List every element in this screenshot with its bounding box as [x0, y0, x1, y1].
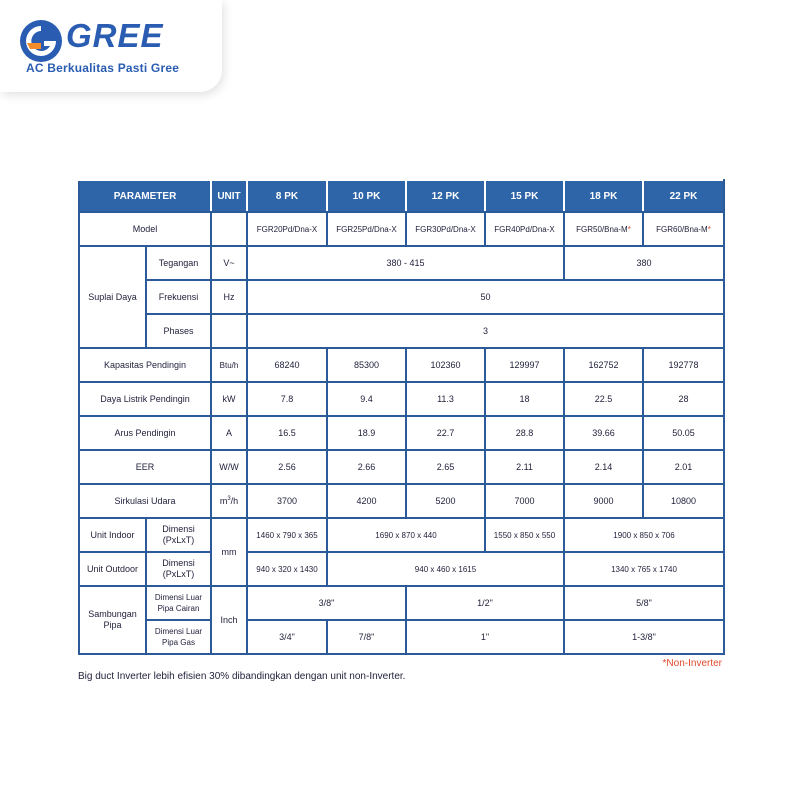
- row-label: Arus Pendingin: [79, 416, 211, 450]
- value-cell: 940 x 460 x 1615: [327, 552, 564, 586]
- value-cell: 129997: [485, 348, 564, 382]
- table-row-indoor-dimensions: [79, 518, 724, 552]
- value-cell: 3: [247, 314, 724, 348]
- header-capacity: 12 PK: [406, 180, 485, 212]
- value-cell: 10800: [643, 484, 724, 518]
- brand-tagline: AC Berkualitas Pasti Gree: [26, 61, 180, 75]
- row-label: Tegangan: [146, 246, 211, 280]
- non-inverter-mark: *: [707, 224, 711, 234]
- table-row-model: [79, 212, 724, 246]
- value-cell: 28.8: [485, 416, 564, 450]
- model-cell: FGR30Pd/Dna-X: [406, 212, 485, 246]
- value-cell: 68240: [247, 348, 327, 382]
- model-cell: FGR50/Bna-M*: [564, 212, 643, 246]
- value-cell: 1340 x 765 x 1740: [564, 552, 724, 586]
- value-cell: 22.7: [406, 416, 485, 450]
- unit-cell: A: [211, 416, 247, 450]
- model-cell: FGR60/Bna-M*: [643, 212, 724, 246]
- model-cell: FGR20Pd/Dna-X: [247, 212, 327, 246]
- value-cell: 9000: [564, 484, 643, 518]
- model-cell: FGR25Pd/Dna-X: [327, 212, 406, 246]
- value-cell: 39.66: [564, 416, 643, 450]
- value-cell: 1550 x 850 x 550: [485, 518, 564, 552]
- unit-cell: $m^3/h$: [211, 484, 247, 518]
- sub-label: Dimensi Luar Pipa Cairan: [146, 586, 211, 620]
- value-cell: 7/8": [327, 620, 406, 654]
- value-cell: 380 - 415: [247, 246, 564, 280]
- value-cell: 85300: [327, 348, 406, 382]
- header-parameter: PARAMETER: [79, 180, 211, 212]
- header-capacity: 10 PK: [327, 180, 406, 212]
- value-cell: 5200: [406, 484, 485, 518]
- row-label: EER: [79, 450, 211, 484]
- table-row-liquid-pipe: [79, 586, 724, 620]
- non-inverter-note: *Non-Inverter: [662, 658, 722, 669]
- table-row-gas-pipe: [79, 620, 724, 654]
- brand-logo-card: [0, 0, 222, 92]
- table-row-outdoor-dimensions: [79, 552, 724, 586]
- unit-cell: V~: [211, 246, 247, 280]
- value-cell: 1690 x 870 x 440: [327, 518, 485, 552]
- value-cell: 3/4": [247, 620, 327, 654]
- sub-label: Dimensi Luar Pipa Gas: [146, 620, 211, 654]
- value-cell: 1900 x 850 x 706: [564, 518, 724, 552]
- unit-cell: [211, 212, 247, 246]
- row-label: Unit Outdoor: [79, 552, 146, 586]
- value-cell: 16.5: [247, 416, 327, 450]
- value-cell: 2.56: [247, 450, 327, 484]
- unit-cell: Inch: [211, 586, 247, 654]
- value-cell: 2.14: [564, 450, 643, 484]
- group-label-power-supply: Suplai Daya: [79, 246, 146, 348]
- value-cell: 5/8": [564, 586, 724, 620]
- value-cell: 3700: [247, 484, 327, 518]
- brand-name: GREE: [66, 17, 164, 54]
- value-cell: 1/2": [406, 586, 564, 620]
- table-row-cooling-power: [79, 382, 724, 416]
- header-capacity: 22 PK: [643, 180, 724, 212]
- value-cell: 11.3: [406, 382, 485, 416]
- value-cell: 1-3/8": [564, 620, 724, 654]
- value-cell: 380: [564, 246, 724, 280]
- header-capacity: 15 PK: [485, 180, 564, 212]
- table-row-frequency: [79, 280, 724, 314]
- row-label: Model: [79, 212, 211, 246]
- unit-cell: mm: [211, 518, 247, 586]
- model-cell: FGR40Pd/Dna-X: [485, 212, 564, 246]
- value-cell: 2.65: [406, 450, 485, 484]
- row-label: Daya Listrik Pendingin: [79, 382, 211, 416]
- value-cell: 1": [406, 620, 564, 654]
- sub-label: Dimensi (PxLxT): [146, 552, 211, 586]
- non-inverter-mark: *: [627, 224, 631, 234]
- unit-cell: W/W: [211, 450, 247, 484]
- value-cell: 2.11: [485, 450, 564, 484]
- value-cell: 18: [485, 382, 564, 416]
- table-header-row: [79, 180, 724, 212]
- value-cell: 3/8": [247, 586, 406, 620]
- row-label: Phases: [146, 314, 211, 348]
- value-cell: 50: [247, 280, 724, 314]
- row-label: Sirkulasi Udara: [79, 484, 211, 518]
- unit-cell: kW: [211, 382, 247, 416]
- value-cell: 162752: [564, 348, 643, 382]
- efficiency-footnote: Big duct Inverter lebih efisien 30% dibandingkan dengan unit non-Inverter.: [78, 671, 406, 682]
- table-row-air-circulation: [79, 484, 724, 518]
- value-cell: 28: [643, 382, 724, 416]
- value-cell: 2.01: [643, 450, 724, 484]
- value-cell: 9.4: [327, 382, 406, 416]
- row-label: Unit Indoor: [79, 518, 146, 552]
- value-cell: 7.8: [247, 382, 327, 416]
- value-cell: 940 x 320 x 1430: [247, 552, 327, 586]
- value-cell: 18.9: [327, 416, 406, 450]
- value-cell: 102360: [406, 348, 485, 382]
- header-unit: UNIT: [211, 180, 247, 212]
- table-row-phases: [79, 314, 724, 348]
- row-label: Frekuensi: [146, 280, 211, 314]
- spec-table: [78, 179, 725, 655]
- unit-cell: Hz: [211, 280, 247, 314]
- value-cell: 1460 x 790 x 365: [247, 518, 327, 552]
- sub-label: Dimensi (PxLxT): [146, 518, 211, 552]
- value-cell: 2.66: [327, 450, 406, 484]
- value-cell: 7000: [485, 484, 564, 518]
- value-cell: 4200: [327, 484, 406, 518]
- table-row-cooling-current: [79, 416, 724, 450]
- unit-cell: Btu/h: [211, 348, 247, 382]
- gree-logo-icon: [18, 18, 64, 64]
- header-capacity: 18 PK: [564, 180, 643, 212]
- header-capacity: 8 PK: [247, 180, 327, 212]
- row-label: Kapasitas Pendingin: [79, 348, 211, 382]
- value-cell: 50.05: [643, 416, 724, 450]
- table-row-voltage: [79, 246, 724, 280]
- unit-cell: [211, 314, 247, 348]
- table-row-eer: [79, 450, 724, 484]
- table-row-cooling-capacity: [79, 348, 724, 382]
- value-cell: 192778: [643, 348, 724, 382]
- group-label-piping: Sambungan Pipa: [79, 586, 146, 654]
- value-cell: 22.5: [564, 382, 643, 416]
